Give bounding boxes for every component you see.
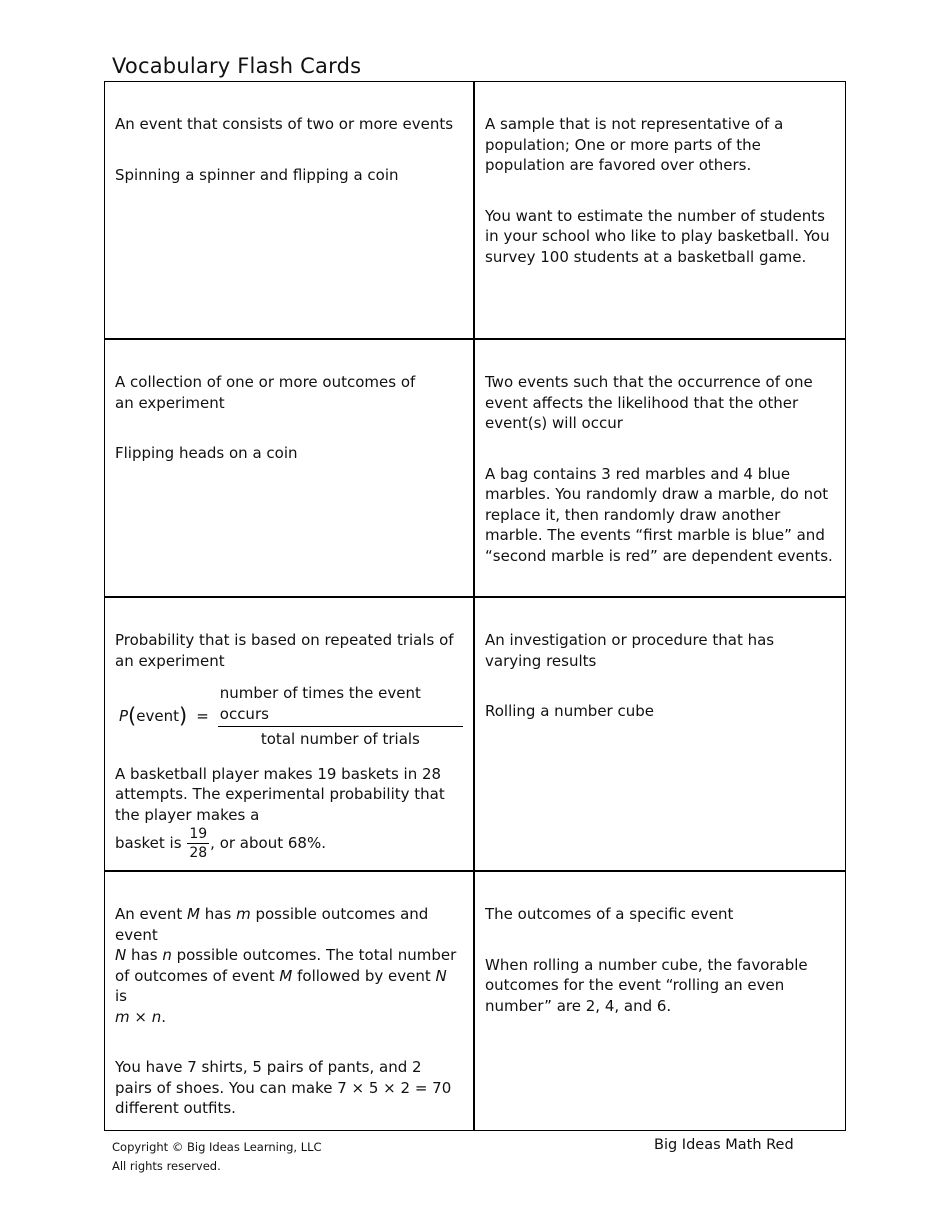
card-definition bbox=[115, 904, 463, 1027]
flash-card-5 bbox=[105, 598, 475, 872]
variable-n-upper: N bbox=[115, 946, 127, 964]
definition-line: event affects the likelihood that the other event(s) will occur bbox=[485, 393, 799, 432]
card-definition: A sample that is not representative of a population; One or more parts of the population are favored over others. bbox=[485, 115, 784, 174]
example-denominator: 28 bbox=[189, 845, 208, 861]
page-title: Vocabulary Flash Cards bbox=[112, 54, 362, 78]
copyright-text: Copyright © Big Ideas Learning, LLC bbox=[112, 1140, 322, 1154]
text-fragment: has bbox=[131, 946, 158, 964]
flash-card-grid bbox=[104, 81, 846, 1131]
formula-fraction bbox=[218, 683, 463, 750]
definition-line: Probability that is based on repeated trials of bbox=[115, 631, 454, 649]
card-example bbox=[115, 764, 463, 863]
formula-denominator: total number of trials bbox=[260, 730, 420, 748]
card-example: Spinning a spinner and flipping a coin bbox=[115, 165, 399, 184]
card-definition: The outcomes of a specific event bbox=[485, 905, 734, 923]
footer-book-title: Big Ideas Math Red bbox=[654, 1137, 794, 1153]
text-fragment: is bbox=[115, 987, 127, 1005]
rights-text: All rights reserved. bbox=[112, 1159, 221, 1173]
formula-p: P bbox=[119, 707, 129, 725]
variable-m-upper: M bbox=[279, 966, 293, 985]
card-definition bbox=[115, 372, 463, 413]
text-fragment: An event bbox=[115, 905, 183, 923]
variable-m-upper: M bbox=[187, 905, 200, 923]
flash-card-7 bbox=[105, 872, 475, 1130]
example-numerator: 19 bbox=[189, 826, 208, 842]
card-example: You want to estimate the number of students in your school who like to play basketball. You survey 100 students at a basketball game. bbox=[485, 206, 830, 266]
card-example: When rolling a number cube, the favorable outcomes for the event “rolling an even number” are 2, 4, and 6. bbox=[485, 955, 808, 1015]
example-tail: , or about 68%. bbox=[210, 834, 326, 852]
variable-n-upper: N bbox=[435, 966, 447, 985]
footer-copyright bbox=[112, 1138, 322, 1176]
text-fragment: . bbox=[161, 1007, 167, 1026]
variable-m: m bbox=[236, 905, 251, 923]
formula-numerator: number of times the event occurs bbox=[218, 683, 463, 727]
example-fraction bbox=[187, 825, 209, 862]
product-expression: m × n bbox=[115, 1007, 162, 1026]
card-example: A bag contains 3 red marbles and 4 blue marbles. You randomly draw a marble, do not replace it, then randomly draw another marble. The events “first marble is blue” and “second marble is red” are dependent events. bbox=[485, 464, 833, 565]
definition-line: an experiment bbox=[115, 651, 225, 670]
text-fragment: possible outcomes. The total number bbox=[176, 946, 457, 964]
text-fragment: has bbox=[204, 905, 232, 923]
card-example: Flipping heads on a coin bbox=[115, 444, 298, 462]
example-basket: basket is bbox=[115, 834, 182, 852]
flash-card-2 bbox=[475, 82, 845, 340]
probability-formula: P ( event ) = $\frac{\text{number of times the event occurs}}{\text{total number of trials}}$ bbox=[119, 683, 463, 750]
card-definition bbox=[115, 630, 463, 671]
flash-card-3 bbox=[105, 340, 475, 598]
card-definition: An investigation or procedure that has varying results bbox=[485, 631, 775, 670]
variable-n: n bbox=[162, 946, 172, 964]
definition-line: A collection of one or more outcomes of bbox=[115, 373, 416, 391]
definition-line: Two events such that the occurrence of one bbox=[485, 373, 813, 391]
card-example: You have 7 shirts, 5 pairs of pants, and 2 pairs of shoes. You can make 7 × 5 × 2 = 70 different outfits. bbox=[115, 1058, 452, 1117]
flash-card-1 bbox=[105, 82, 475, 340]
formula-equals: = bbox=[196, 707, 209, 725]
definition-line: an experiment bbox=[115, 393, 225, 412]
card-definition: An event that consists of two or more events bbox=[115, 115, 454, 133]
formula-event: event bbox=[136, 707, 179, 725]
flash-card-6 bbox=[475, 598, 845, 872]
example-text: A basketball player makes 19 baskets in 28 attempts. The experimental probability that the player makes a bbox=[115, 764, 445, 824]
flash-card-8 bbox=[475, 872, 845, 1130]
text-fragment: of outcomes of event bbox=[115, 966, 275, 985]
text-fragment: possible outcomes and event bbox=[115, 905, 429, 944]
flash-card-4 bbox=[475, 340, 845, 598]
card-definition bbox=[485, 372, 835, 434]
card-example: Rolling a number cube bbox=[485, 702, 654, 720]
text-fragment: followed by event bbox=[297, 966, 431, 985]
